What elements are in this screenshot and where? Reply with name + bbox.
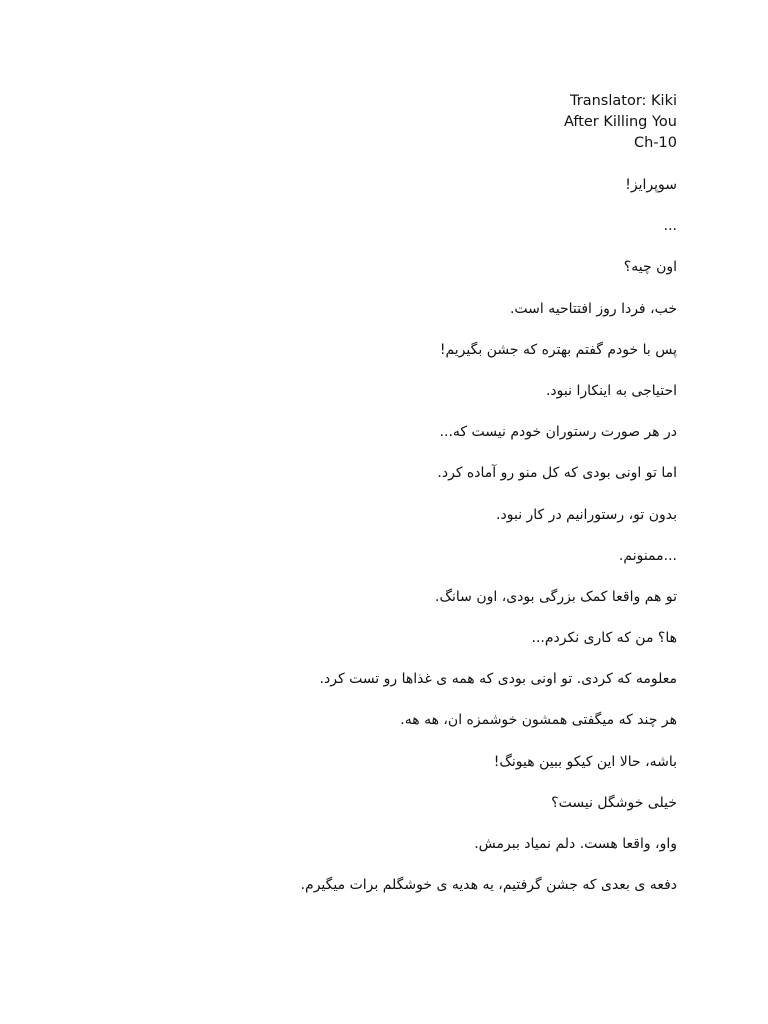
dialogue-line-7: در هر صورت رستوران خودم نیست که... (439, 424, 677, 441)
dialogue-line-14: هر چند که میگفتی همشون خوشمزه ان، هه هه. (400, 712, 677, 729)
dialogue-body (77, 174, 677, 915)
dialogue-line-15: باشه، حالا این کیکو ببین هیونگ! (493, 753, 677, 770)
dialogue-line-6: احتیاجی به اینکارا نبود. (545, 382, 677, 399)
dialogue-line-1: سوپرایز! (625, 177, 677, 193)
document-header (564, 91, 677, 154)
dialogue-line-2: ... (663, 218, 677, 235)
dialogue-line-16: خیلی خوشگل نیست؟ (551, 794, 677, 811)
dialogue-line-8: اما تو اونی بودی که کل منو رو آماده کرد. (437, 465, 677, 482)
document-title: After Killing You (563, 114, 677, 130)
dialogue-line-9: بدون تو، رستورانیم در کار نبود. (496, 506, 677, 523)
dialogue-line-18: دفعه ی بعدی که جشن گرفتیم، یه هدیه ی خوشگلم برات میگیرم. (300, 877, 677, 894)
dialogue-line-4: خب، فردا روز افتتاحیه است. (509, 300, 677, 317)
dialogue-line-3: اون چیه؟ (623, 259, 677, 276)
translator-credit: Translator: Kiki (570, 93, 677, 109)
dialogue-line-17: واو، واقعا هست. دلم نمیاد ببرمش. (474, 836, 677, 852)
chapter-label: Ch-10 (634, 135, 677, 151)
dialogue-line-10: ...ممنونم. (618, 547, 677, 564)
dialogue-line-12: ها؟ من که کاری نکردم... (531, 630, 677, 647)
dialogue-line-11: تو هم واقعا کمک بزرگی بودی، اون سانگ. (435, 588, 677, 605)
dialogue-line-13: معلومه که کردی. تو اونی بودی که همه ی غذاها رو تست کرد. (319, 671, 677, 688)
dialogue-line-5: پس با خودم گفتم بهتره که جشن بگیریم! (439, 341, 677, 358)
